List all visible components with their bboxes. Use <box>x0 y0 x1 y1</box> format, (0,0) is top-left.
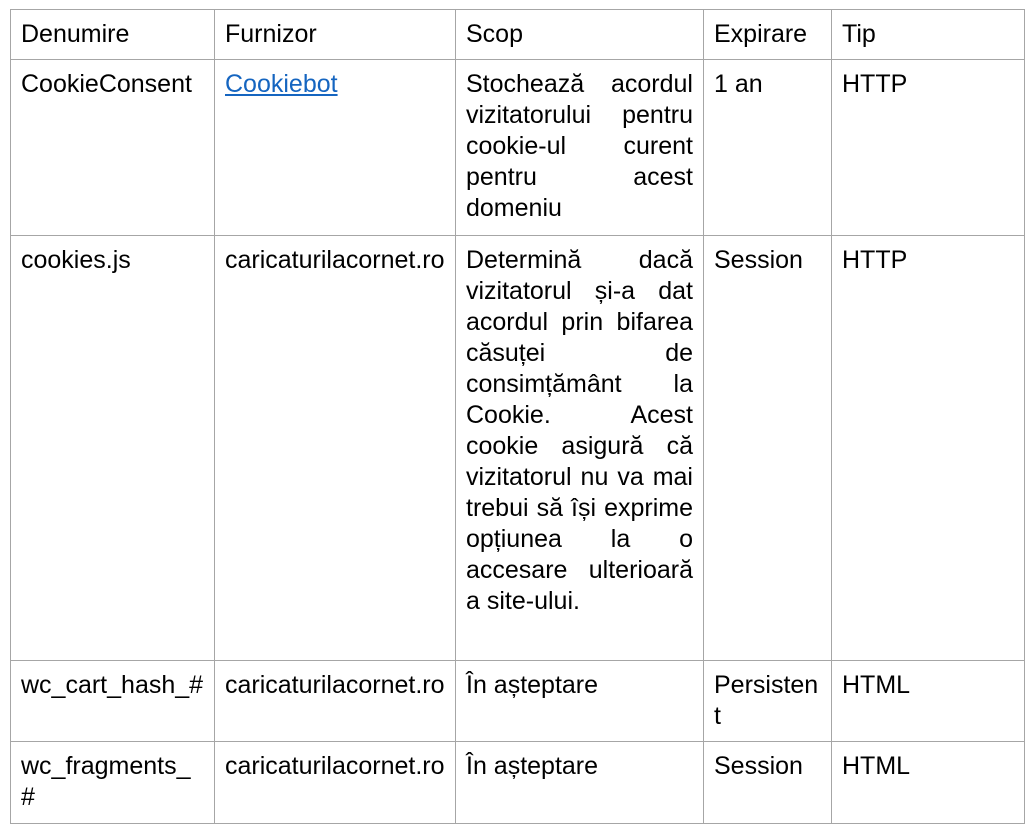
cookie-name: wc_fragments_# <box>11 742 215 824</box>
cookie-type: HTML <box>832 742 1025 824</box>
cookie-name: CookieConsent <box>11 60 215 236</box>
cookie-name: wc_cart_hash_# <box>11 661 215 742</box>
cookie-purpose: În așteptare <box>456 742 704 824</box>
cookie-type: HTTP <box>832 236 1025 661</box>
cookie-provider: caricaturilacornet.ro <box>215 661 456 742</box>
cookie-purpose: Stochează acordul vizitatorului pentru cookie-ul curent pentru acest domeniu <box>456 60 704 236</box>
header-name: Denumire <box>11 10 215 60</box>
cookie-purpose: În așteptare <box>456 661 704 742</box>
table-row <box>11 236 1025 661</box>
header-expiry: Expirare <box>704 10 832 60</box>
cookie-purpose: Determină dacă vizitatorul și-a dat acordul prin bifarea căsuței de consimțământ la Cookie. Acest cookie asigură că vizitatorul nu va mai trebui să își exprime opțiunea la o accesare ulterioară a site-ului. <box>456 236 704 661</box>
header-purpose: Scop <box>456 10 704 60</box>
cookie-expiry: 1 an <box>704 60 832 236</box>
cookie-expiry: Session <box>704 236 832 661</box>
cookie-provider: caricaturilacornet.ro <box>215 742 456 824</box>
provider-link[interactable]: Cookiebot <box>225 70 338 98</box>
table-row <box>11 60 1025 236</box>
cookie-expiry: Persistent <box>704 661 832 742</box>
cookie-provider: caricaturilacornet.ro <box>215 236 456 661</box>
cookie-type: HTML <box>832 661 1025 742</box>
cookie-table <box>10 9 1025 824</box>
cookie-expiry: Session <box>704 742 832 824</box>
table-header-row <box>11 10 1025 60</box>
cookie-name: cookies.js <box>11 236 215 661</box>
cookie-type: HTTP <box>832 60 1025 236</box>
table-row <box>11 742 1025 824</box>
header-type: Tip <box>832 10 1025 60</box>
cookie-provider-cell <box>215 60 456 236</box>
header-provider: Furnizor <box>215 10 456 60</box>
table-row <box>11 661 1025 742</box>
